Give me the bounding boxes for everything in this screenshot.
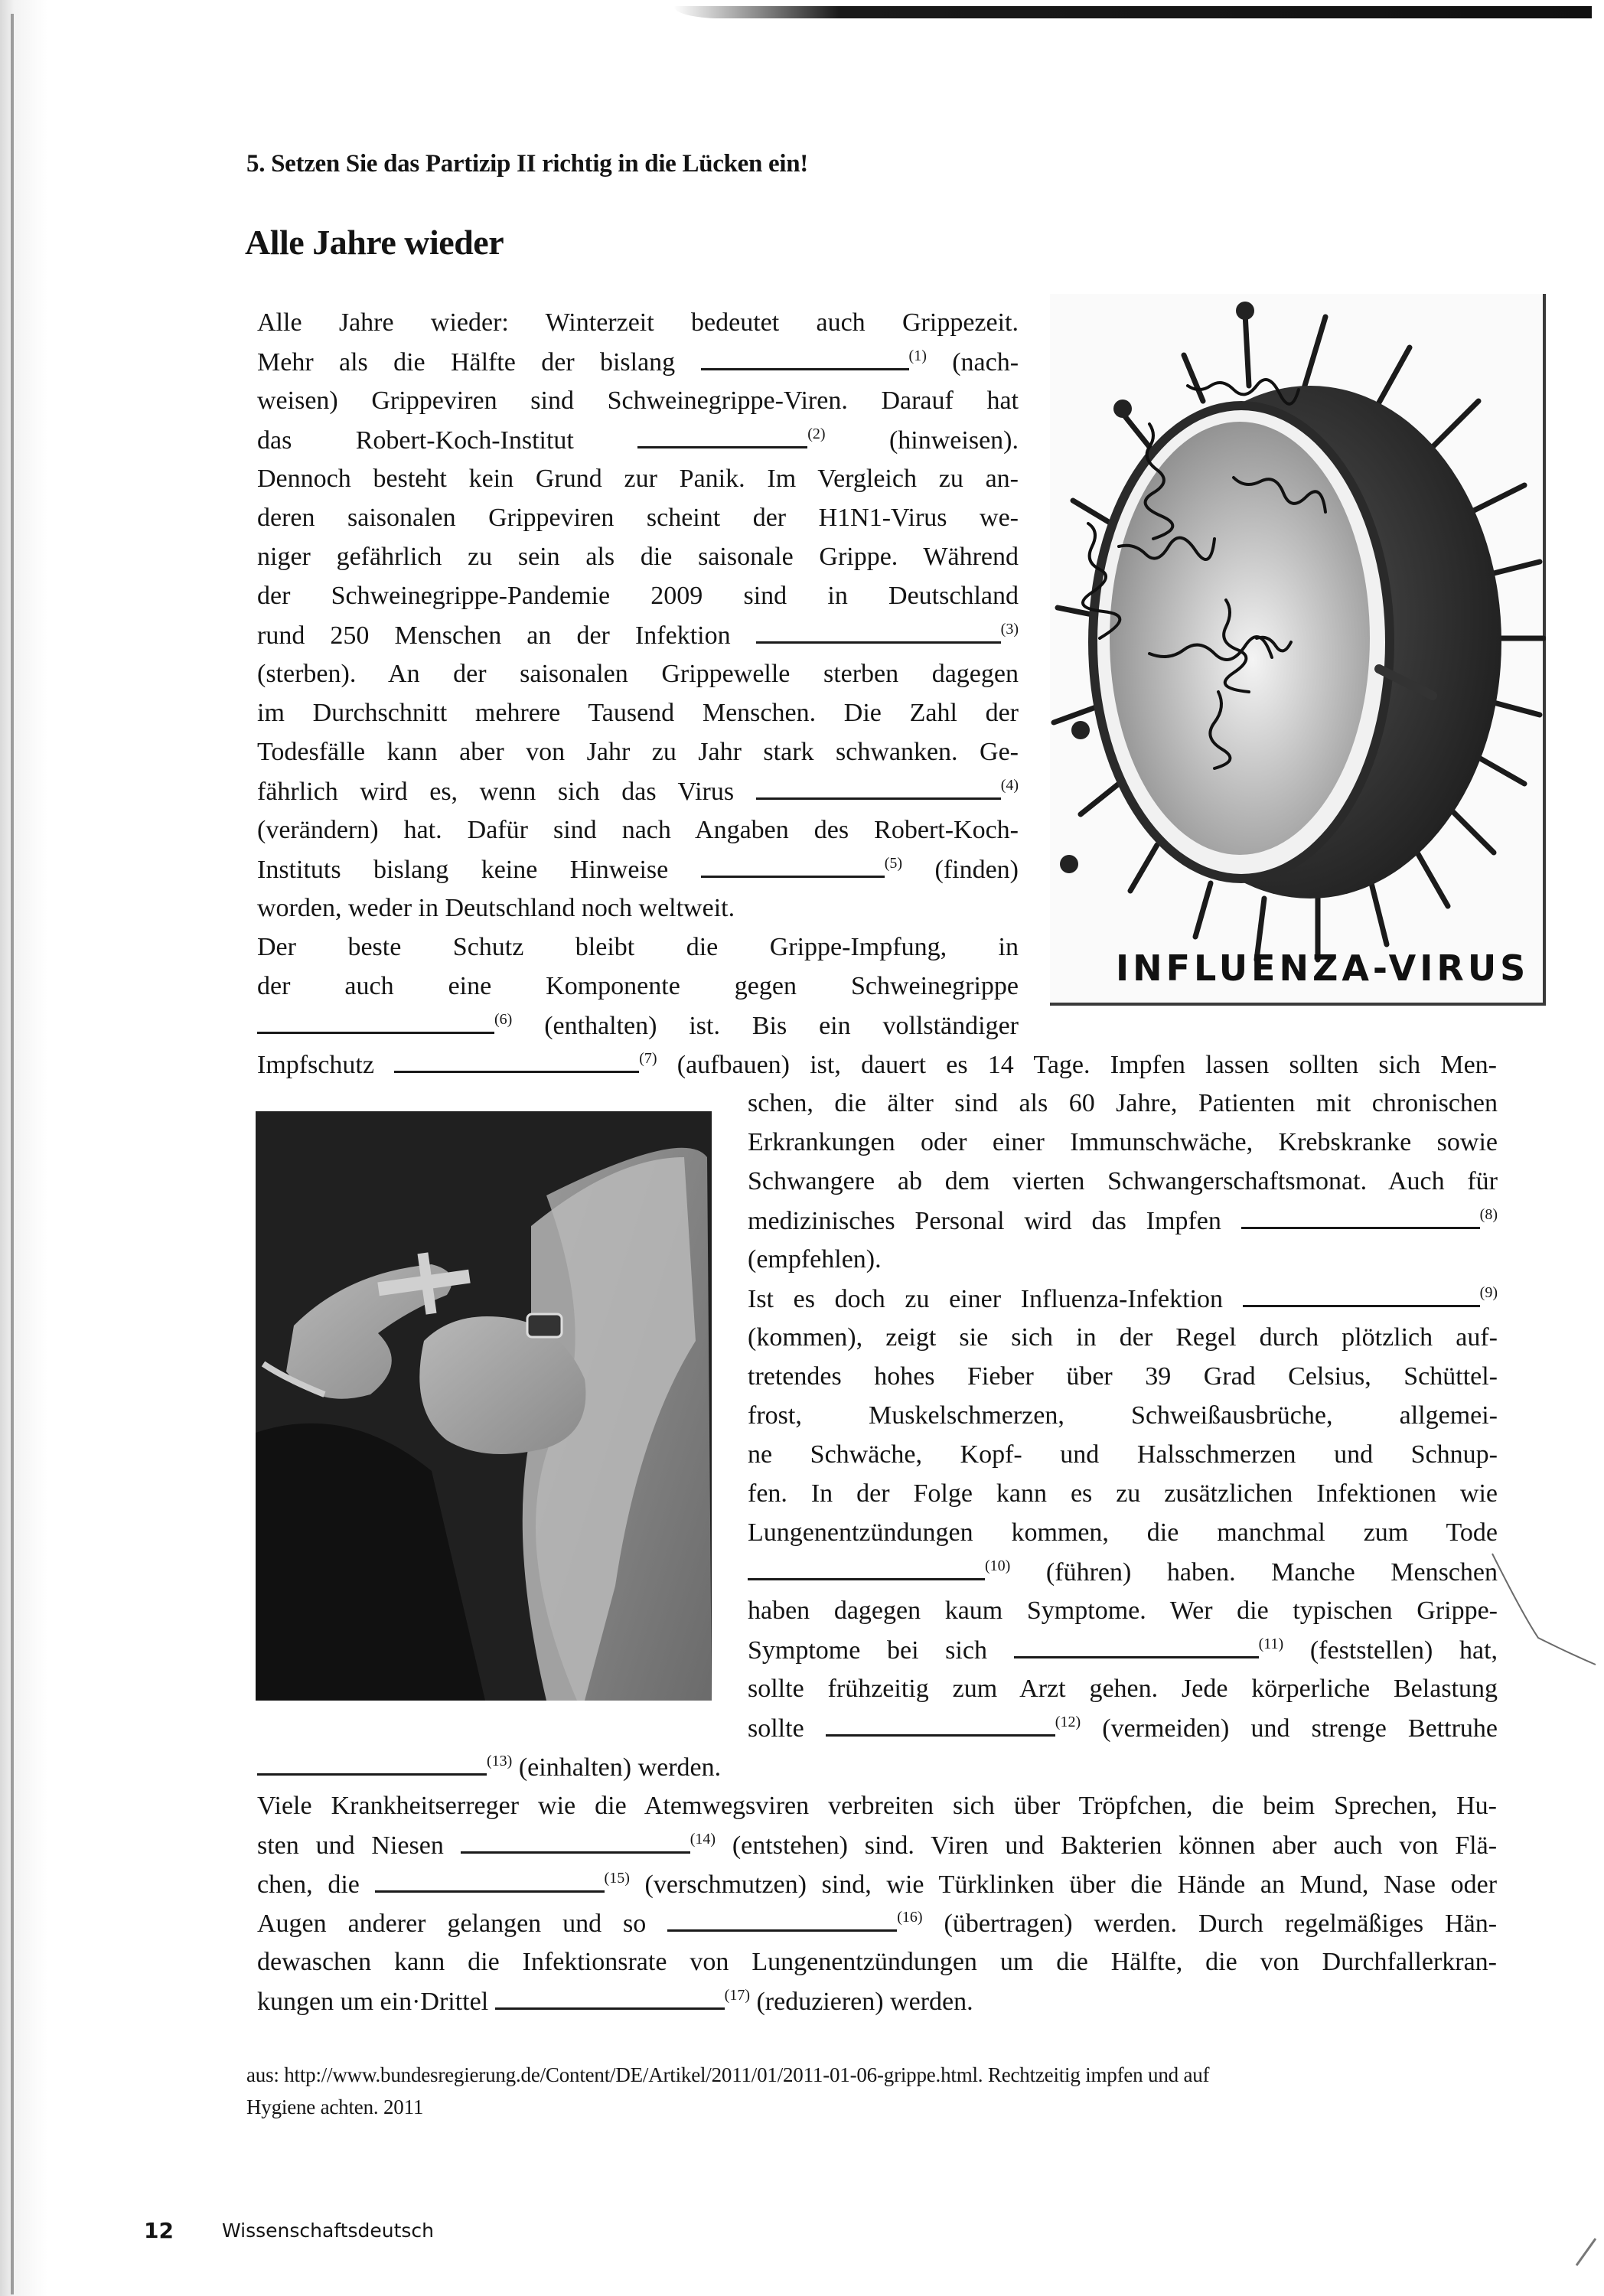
line-text: Impfschutz — [257, 1051, 374, 1079]
vaccination-photo — [256, 1111, 712, 1701]
gap-4[interactable] — [756, 775, 1001, 800]
virus-core — [1110, 422, 1370, 855]
virus-illustration — [1050, 294, 1546, 1006]
text-line — [257, 1048, 1497, 1081]
text-line: Todesfälle kann aber von Jahr zu Jahr stark schwanken. Ge- — [257, 738, 1019, 766]
gap-9[interactable] — [1243, 1282, 1480, 1307]
line-text: Instituts bislang keine Hinweise — [257, 856, 669, 884]
text-line — [257, 618, 1019, 652]
gap-number: (2) — [807, 426, 826, 442]
line-text: (entstehen) sind. Viren und Bakterien können aber auch von Flä- — [732, 1831, 1498, 1860]
gap-number: (17) — [724, 1987, 750, 2004]
text-line: deren saisonalen Grippeviren scheint der H1N1-Virus we- — [257, 504, 1019, 532]
gap-number: (1) — [908, 347, 927, 364]
text-line: im Durchschnitt mehrere Tausend Menschen. Die Zahl der — [257, 699, 1019, 727]
line-text: rund 250 Menschen an der Infektion — [257, 621, 731, 650]
text-line — [257, 1906, 1497, 1940]
ring — [527, 1314, 562, 1337]
line-text: Mehr als die Hälfte der bislang — [257, 348, 676, 377]
gap-11[interactable] — [1014, 1633, 1259, 1658]
influenza-virus-figure — [1050, 294, 1546, 1006]
gap-16[interactable] — [667, 1906, 897, 1932]
line-text: (einhalten) werden. — [518, 1753, 722, 1782]
line-text: fährlich wird es, wenn sich das Virus — [257, 778, 735, 806]
page-number: 12 — [144, 2218, 174, 2243]
text-line — [257, 1009, 1019, 1042]
text-line — [748, 1204, 1498, 1238]
line-text: chen, die — [257, 1870, 360, 1899]
text-line — [257, 775, 1019, 808]
gap-number: (3) — [1000, 621, 1019, 638]
text-line — [748, 1555, 1498, 1589]
text-line — [748, 1282, 1498, 1316]
scan-shadow-top — [673, 6, 1592, 18]
gap-number: (11) — [1258, 1636, 1284, 1652]
line-text: (aufbauen) ist, dauert es 14 Tage. Impfen lassen sollten sich Men- — [676, 1051, 1497, 1079]
source-line: Hygiene achten. 2011 — [246, 2095, 424, 2118]
text-line: sollte frühzeitig zum Arzt gehen. Jede körperliche Belastung — [748, 1675, 1498, 1703]
gap-15[interactable] — [375, 1867, 605, 1893]
line-text: (hinweisen). — [888, 426, 1019, 455]
text-line: (verändern) hat. Dafür sind nach Angaben des Robert-Koch- — [257, 816, 1019, 844]
text-line: worden, weder in Deutschland noch weltweit. — [257, 894, 735, 922]
source-line: aus: http://www.bundesregierung.de/Content/DE/Artikel/2011/01/2011-01-06-grippe.html. Rechtzeitig impfen und auf — [246, 2063, 1210, 2086]
text-line — [257, 423, 1019, 457]
line-text: (verschmutzen) sind, wie Türklinken über die Hände an Mund, Nase oder — [644, 1870, 1498, 1899]
text-line — [257, 1985, 1497, 2018]
text-line — [257, 853, 1019, 886]
text-title: Alle Jahre wieder — [245, 223, 504, 262]
line-text: sten und Niesen — [257, 1831, 444, 1860]
gap-number: (14) — [690, 1831, 716, 1848]
text-line: fen. In der Folge kann es zu zusätzlichen Infektionen wie — [748, 1479, 1498, 1508]
text-line: haben dagegen kaum Symptome. Wer die typischen Grippe- — [748, 1596, 1498, 1625]
text-line — [257, 1828, 1497, 1862]
gap-14[interactable] — [461, 1828, 690, 1854]
line-text: medizinisches Personal wird das Impfen — [748, 1207, 1221, 1235]
exercise-heading: 5. Setzen Sie das Partizip II richtig in die Lücken ein! — [246, 150, 808, 178]
gap-10[interactable] — [748, 1555, 985, 1580]
text-line: Schwangere ab dem vierten Schwangerschaftsmonat. Auch für — [748, 1167, 1498, 1195]
text-line: der Schweinegrippe-Pandemie 2009 sind in Deutschland — [257, 582, 1019, 610]
line-text: (übertragen) werden. Durch regelmäßiges Hän- — [944, 1910, 1498, 1938]
gap-number: (7) — [639, 1050, 657, 1067]
gap-12[interactable] — [826, 1711, 1055, 1737]
gap-7[interactable] — [394, 1048, 639, 1073]
gap-number: (9) — [1479, 1284, 1498, 1301]
gap-number: (6) — [494, 1011, 513, 1028]
line-text: (führen) haben. Manche Menschen — [1045, 1558, 1498, 1587]
line-text: das Robert-Koch-Institut — [257, 426, 574, 455]
gap-5[interactable] — [701, 853, 885, 878]
line-text: (vermeiden) und strenge Bettruhe — [1102, 1714, 1498, 1743]
page-shadow — [0, 0, 47, 2296]
vaccination-illustration — [256, 1111, 712, 1701]
gap-number: (12) — [1055, 1714, 1081, 1730]
book-title: Wissenschaftsdeutsch — [222, 2219, 435, 2242]
gap-number: (5) — [884, 855, 903, 872]
line-text: (enthalten) ist. Bis ein vollständiger — [544, 1012, 1019, 1040]
gap-number: (8) — [1479, 1206, 1498, 1223]
text-line: ne Schwäche, Kopf- und Halsschmerzen und Schnup- — [748, 1440, 1498, 1469]
line-text: (finden) — [934, 856, 1019, 884]
gap-8[interactable] — [1241, 1204, 1480, 1229]
text-line: weisen) Grippeviren sind Schweinegrippe-Viren. Darauf hat — [257, 386, 1019, 415]
gap-13[interactable] — [257, 1750, 487, 1776]
text-line: Der beste Schutz bleibt die Grippe-Impfung, in — [257, 933, 1019, 961]
text-line — [257, 1867, 1497, 1901]
text-line: frost, Muskelschmerzen, Schweißausbrüche, allgemei- — [748, 1401, 1498, 1430]
gap-3[interactable] — [756, 618, 1001, 644]
text-line: dewaschen kann die Infektionsrate von Lungenentzündungen um die Hälfte, die von Durchfallerkran- — [257, 1948, 1497, 1976]
line-text: (feststellen) hat, — [1309, 1636, 1498, 1665]
text-line: Alle Jahre wieder: Winterzeit bedeutet auch Grippezeit. — [257, 308, 1019, 337]
text-line: Lungenentzündungen kommen, die manchmal zum Tode — [748, 1518, 1498, 1547]
gap-number: (16) — [897, 1909, 923, 1926]
gap-6[interactable] — [257, 1009, 494, 1034]
gap-number: (15) — [604, 1870, 630, 1887]
page-edge — [11, 14, 14, 2294]
line-text: (nach- — [952, 348, 1019, 377]
text-line: Viele Krankheitserreger wie die Atemwegsviren verbreiten sich über Tröpfchen, die beim Sprechen, Hu- — [257, 1792, 1497, 1820]
line-text: Augen anderer gelangen und so — [257, 1910, 647, 1938]
text-line — [257, 345, 1019, 379]
text-line: (sterben). An der saisonalen Grippewelle sterben dagegen — [257, 660, 1019, 688]
line-text: Ist es doch zu einer Influenza-Infektion — [748, 1285, 1224, 1313]
line-text: Symptome bei sich — [748, 1636, 987, 1665]
text-line — [748, 1633, 1498, 1667]
text-line: Dennoch besteht kein Grund zur Panik. Im Vergleich zu an- — [257, 465, 1019, 493]
gap-1[interactable] — [701, 345, 909, 370]
text-line: (kommen), zeigt sie sich in der Regel durch plötzlich auf- — [748, 1323, 1498, 1352]
line-text: kungen um ein·Drittel — [257, 1988, 489, 2016]
virus-caption: INFLUENZA-VIRUS — [1116, 947, 1530, 989]
gap-2[interactable] — [637, 423, 807, 448]
text-line — [257, 1750, 1497, 1784]
gap-number: (4) — [1000, 777, 1019, 794]
gap-number: (13) — [487, 1753, 513, 1769]
text-line: tretendes hohes Fieber über 39 Grad Celsius, Schüttel- — [748, 1362, 1498, 1391]
text-line: niger gefährlich zu sein als die saisonale Grippe. Während — [257, 543, 1019, 571]
line-text: sollte — [748, 1714, 804, 1743]
text-line: der auch eine Komponente gegen Schweinegrippe — [257, 972, 1019, 1000]
text-line: Erkrankungen oder einer Immunschwäche, Krebskranke sowie — [748, 1128, 1498, 1156]
gap-number: (10) — [985, 1557, 1011, 1574]
gap-17[interactable] — [495, 1985, 725, 2010]
text-line — [748, 1711, 1498, 1745]
text-line: (empfehlen). — [748, 1245, 882, 1274]
line-text: (reduzieren) werden. — [756, 1988, 973, 2016]
text-line: schen, die älter sind als 60 Jahre, Patienten mit chronischen — [748, 1089, 1498, 1117]
